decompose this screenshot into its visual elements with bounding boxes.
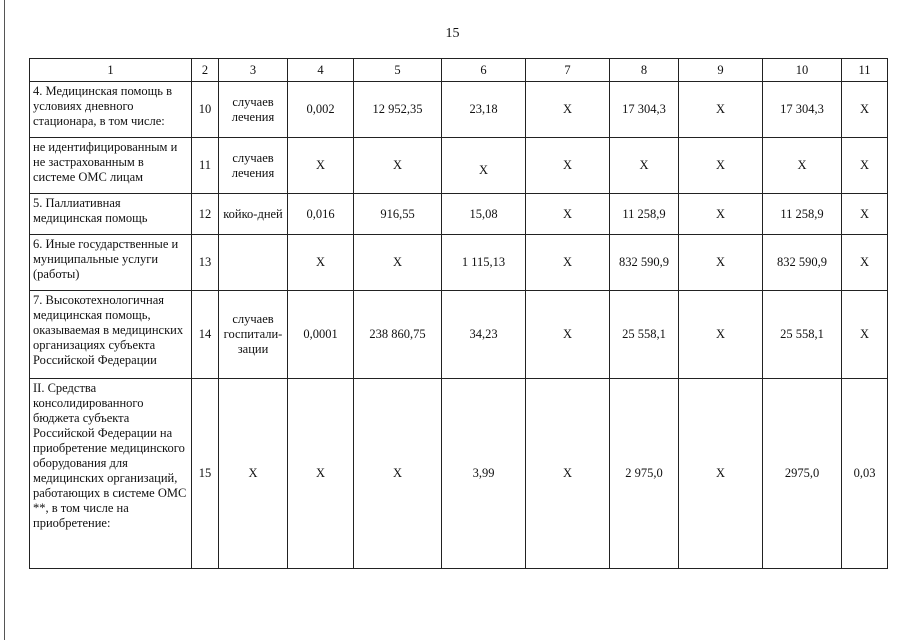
- unit-cell: случаев лечения: [219, 138, 288, 194]
- column-header: 6: [442, 59, 526, 82]
- table-cell: Х: [526, 379, 610, 569]
- table-cell: Х: [526, 138, 610, 194]
- table-cell: 25 558,1: [610, 291, 679, 379]
- table-row: [30, 235, 888, 291]
- table-cell: Х: [842, 235, 888, 291]
- table-cell: 3,99: [442, 379, 526, 569]
- table-cell: Х: [354, 379, 442, 569]
- row-name: II. Средства консолидированного бюджета субъекта Российской Федерации на приобретение медицинского оборудования для медицинских организаций, работающих в системе ОМС **, в том числе на приобретение:: [30, 379, 192, 569]
- table-row: [30, 379, 888, 569]
- table-cell: Х: [679, 82, 763, 138]
- table-cell: 2975,0: [763, 379, 842, 569]
- table-cell: Х: [526, 291, 610, 379]
- column-header: 4: [288, 59, 354, 82]
- table-cell: Х: [842, 138, 888, 194]
- row-name: 4. Медицинская помощь в условиях дневного стационара, в том числе:: [30, 82, 192, 138]
- unit-cell: койко-дней: [219, 194, 288, 235]
- row-number: 12: [192, 194, 219, 235]
- row-name: не идентифицированным и не застрахованным в системе ОМС лицам: [30, 138, 192, 194]
- row-name: 6. Иные государственные и муниципальные услуги (работы): [30, 235, 192, 291]
- column-header: 8: [610, 59, 679, 82]
- row-number: 11: [192, 138, 219, 194]
- row-number: 14: [192, 291, 219, 379]
- table-row: [30, 194, 888, 235]
- table-cell: Х: [526, 235, 610, 291]
- table-cell: 11 258,9: [610, 194, 679, 235]
- table-cell: 832 590,9: [763, 235, 842, 291]
- table-cell: 0,016: [288, 194, 354, 235]
- table-cell: 0,002: [288, 82, 354, 138]
- row-number: 10: [192, 82, 219, 138]
- table-cell: Х: [354, 235, 442, 291]
- table-row: [30, 138, 888, 194]
- table-cell: 11 258,9: [763, 194, 842, 235]
- table-cell: 832 590,9: [610, 235, 679, 291]
- table-cell: Х: [679, 291, 763, 379]
- table-cell: 12 952,35: [354, 82, 442, 138]
- table-cell: 34,23: [442, 291, 526, 379]
- table-cell: Х: [842, 194, 888, 235]
- table-cell: Х: [288, 138, 354, 194]
- column-number-row: [30, 59, 888, 82]
- table-cell: 238 860,75: [354, 291, 442, 379]
- table-cell: Х: [679, 194, 763, 235]
- table-cell: 17 304,3: [763, 82, 842, 138]
- table-row: [30, 291, 888, 379]
- table-cell: 1 115,13: [442, 235, 526, 291]
- table-cell: 0,03: [842, 379, 888, 569]
- table-cell: Х: [679, 235, 763, 291]
- table-cell: Х: [354, 138, 442, 194]
- table-cell: Х: [442, 138, 526, 194]
- column-header: 5: [354, 59, 442, 82]
- table-cell: 15,08: [442, 194, 526, 235]
- table-cell: Х: [679, 379, 763, 569]
- table-cell: 2 975,0: [610, 379, 679, 569]
- table-cell: Х: [526, 82, 610, 138]
- row-name: 7. Высокотехнологичная медицинская помощь, оказываемая в медицинских организациях субъекта Российской Федерации: [30, 291, 192, 379]
- unit-cell: случаев госпитали-зации: [219, 291, 288, 379]
- row-number: 13: [192, 235, 219, 291]
- table-cell: Х: [763, 138, 842, 194]
- table-cell: Х: [288, 235, 354, 291]
- column-header: 3: [219, 59, 288, 82]
- table-cell: Х: [679, 138, 763, 194]
- financing-table: [29, 58, 888, 569]
- table-cell: 916,55: [354, 194, 442, 235]
- table-cell: 25 558,1: [763, 291, 842, 379]
- column-header: 10: [763, 59, 842, 82]
- row-name: 5. Паллиативная медицинская помощь: [30, 194, 192, 235]
- table-cell: 0,0001: [288, 291, 354, 379]
- unit-cell: Х: [219, 379, 288, 569]
- column-header: 9: [679, 59, 763, 82]
- table-cell: 17 304,3: [610, 82, 679, 138]
- table-cell: Х: [526, 194, 610, 235]
- table-cell: Х: [610, 138, 679, 194]
- page-number: 15: [445, 26, 460, 41]
- unit-cell: [219, 235, 288, 291]
- unit-cell: случаев лечения: [219, 82, 288, 138]
- page-edge-line: [4, 0, 5, 640]
- table-cell: 23,18: [442, 82, 526, 138]
- table-cell: Х: [842, 291, 888, 379]
- column-header: 2: [192, 59, 219, 82]
- column-header: 7: [526, 59, 610, 82]
- row-number: 15: [192, 379, 219, 569]
- table-row: [30, 82, 888, 138]
- table-cell: Х: [842, 82, 888, 138]
- table-cell: Х: [288, 379, 354, 569]
- column-header: 11: [842, 59, 888, 82]
- column-header: 1: [30, 59, 192, 82]
